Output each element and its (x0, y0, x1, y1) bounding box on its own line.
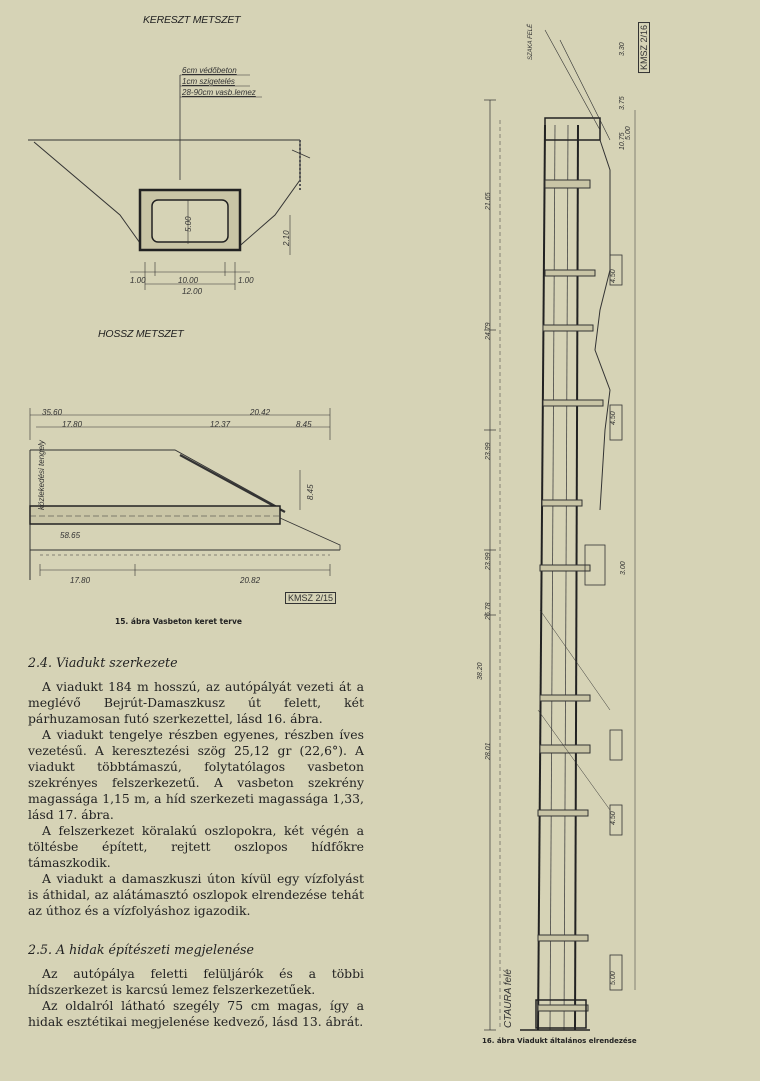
section-25-heading: 2.5. A hidak építészeti megjelenése (28, 942, 254, 957)
viaduct-right-dim-6: 5.00 (610, 971, 617, 985)
section-24-paragraph-3: A felszerkezet köralakú oszlopokra, két végén a töltésbe épített, rejtett oszlopos hídfőkre támaszkodik. (28, 823, 364, 870)
section-24-paragraph-4: A viadukt a damaszkuszi úton kívül egy vízfolyást is áthidal, az alátámasztó oszlopok elrendezése tehát az úthoz és a vízfolyáshoz igazodik. (28, 871, 364, 918)
viaduct-right-dim-4: 3.00 (620, 561, 627, 575)
section-25-paragraph-2: Az oldalról látható szegély 75 cm magas, így a hidak esztétikai megjelenése kedvező, lásd 13. ábrát. (28, 998, 364, 1029)
viaduct-top-dim-1: 3.30 (619, 42, 626, 56)
viaduct-right-dim-1: 5.00 (625, 126, 632, 140)
viaduct-left-dim-1: 21.65 (485, 192, 492, 210)
ls-dim-2: 20.42 (250, 408, 271, 417)
dim-side-height: 2.10 (282, 230, 291, 246)
viaduct-left-dim-6: 28.01 (485, 742, 492, 760)
viaduct-direction-label: CTAURA felé (503, 969, 514, 1028)
viaduct-top-dim-2: 3.75 (619, 96, 626, 110)
ls-vertical-dim: 8.45 (306, 484, 315, 500)
viaduct-right-dim-5: 4.50 (610, 811, 617, 825)
viaduct-top-label: SZAKA FELÉ (528, 23, 534, 60)
viaduct-right-dim-2: 4.50 (610, 269, 617, 283)
ls-bottom-dim-1: 17.80 (70, 576, 91, 585)
kmsz-stamp-15: KMSZ 2/15 (285, 592, 336, 604)
viaduct-left-dim-3: 23.99 (485, 442, 492, 460)
viaduct-left-dim-2: 24.79 (485, 322, 492, 340)
dim-middle: 10.00 (178, 276, 199, 285)
long-section-drawing (0, 400, 380, 600)
viaduct-drawing (460, 10, 690, 1040)
viaduct-right-dim-3: 4.50 (610, 411, 617, 425)
section-24-heading: 2.4. Viadukt szerkezete (28, 655, 178, 670)
dim-height: 5.00 (184, 216, 193, 232)
cross-section-drawing (0, 0, 380, 310)
cross-section-title: KERESZT METSZET (143, 14, 241, 26)
ls-bottom-dim-2: 20.82 (240, 576, 261, 585)
figure-16-caption: 16. ábra Viadukt általános elrendezése (482, 1037, 637, 1045)
dim-total: 12.00 (182, 287, 203, 296)
section-24-paragraph-2: A viadukt tengelye részben egyenes, részben íves vezetésű. A keresztezési szög 25,12 gr (22,6°). A viadukt többtámaszú, folytatólagos vasbeton szekrényes felszerkezetű. A vasbeton szekrény magassága 1,15 m, a híd szerkezeti magassága 1,33, lásd 17. ábra. (28, 727, 364, 822)
layer-label-1: 6cm védőbeton (182, 66, 237, 75)
viaduct-left-dim-5: 26.78 (485, 602, 492, 620)
layer-label-2: 1cm szigetelés (182, 77, 235, 86)
dim-left: 1.00 (130, 276, 146, 285)
viaduct-left-dim-4: 23.99 (485, 552, 492, 570)
ls-dim-5: 8.45 (296, 420, 312, 429)
section-24-paragraph-1: A viadukt 184 m hosszú, az autópályát vezeti át a meglévő Bejrút-Damaszkusz út felett, két párhuzamosan futó szerkezettel, lásd 16. ábra. (28, 679, 364, 726)
viaduct-top-dim-3: 10.75 (619, 132, 626, 150)
section-25 (28, 942, 364, 1030)
ls-dim-1: 35.60 (42, 408, 63, 417)
ls-dim-4: 12.37 (210, 420, 231, 429)
section-25-paragraph-1: Az autópálya feletti felüljárók és a többi hídszerkezet is karcsú lemez felszerkezetűek. (28, 966, 364, 997)
kmsz-stamp-16: KMSZ 2/16 (638, 22, 650, 73)
ls-dim-3: 17.80 (62, 420, 83, 429)
layer-label-3: 28-90cm vasb.lemez (182, 88, 256, 97)
ls-inner-dim: 58.65 (60, 531, 81, 540)
dim-right: 1.00 (238, 276, 254, 285)
section-24 (28, 655, 364, 919)
ls-vertical-label: közlekedési tengely (37, 440, 46, 510)
figure-15-caption: 15. ábra Vasbeton keret terve (115, 617, 242, 626)
viaduct-left-dim-7: 38.20 (477, 662, 484, 680)
long-section-title: HOSSZ METSZET (98, 328, 184, 340)
